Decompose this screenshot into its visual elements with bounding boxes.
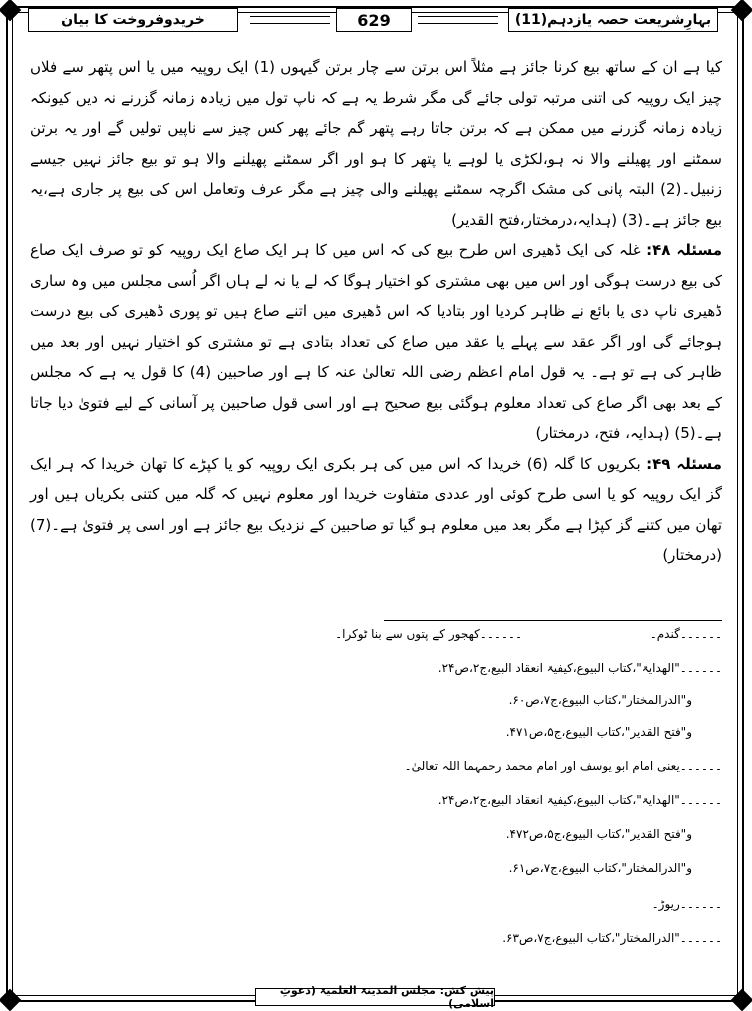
main-text — [30, 52, 722, 571]
masala-49 — [30, 449, 722, 571]
footnote-5: ۔۔۔۔۔۔"الھدایۃ"،کتاب البیوع،کیفیۃ انعقاد البیع،ج۲،ص۲۴. — [437, 793, 722, 807]
footnote-3b: و"الدرالمختار"،کتاب البیوع،ج۷،ص۶۰. — [508, 693, 692, 707]
footnote-6: ۔۔۔۔۔۔ریوڑ۔ — [651, 897, 722, 911]
footnote-1: ۔۔۔۔۔۔گندم۔ — [649, 627, 722, 641]
footnote-3c: و"فتح القدیر"،کتاب البیوع،ج۵،ص۴۷۱. — [505, 725, 692, 739]
masala-49-text: بکریوں کا گلہ (6) خریدا کہ اس میں کی ہر بکری ایک روپیہ کو یا کپڑے کا تھان خریدا کہ ہر ایک گز ایک روپیہ کو یا اسی طرح کوئی اور عددی متفاوت خریدا اور معلوم نہیں کہ گلہ میں کتنی بکریاں ہیں اور تھان میں کتنے گز کپڑا ہے مگر بعد میں معلوم ہو گیا تو صاحبین کے نزدیک بیع جائز ہے اور اسی پر فتویٰ ہے۔(7) (درمختار) — [30, 454, 722, 564]
footnote-2: ۔۔۔۔۔۔کھجور کے پتوں سے بنا ٹوکرا۔ — [335, 627, 522, 641]
masala-48 — [30, 235, 722, 449]
footer-publisher: پیش کش: مجلس المدینۃ العلمیۃ (دعوتِ اسلامی) — [255, 988, 495, 1006]
book-title: بہارِشریعت حصہ یازدہم(11) — [508, 8, 718, 32]
masala-48-label: مسئلہ ۴۸: — [646, 241, 722, 259]
header-decoration-left — [250, 16, 330, 24]
footnote-5c: و"الدرالمختار"،کتاب البیوع،ج۷،ص۶۱. — [508, 861, 692, 875]
footnote-separator — [384, 620, 722, 621]
masala-49-label: مسئلہ ۴۹: — [646, 454, 722, 473]
footnote-4: ۔۔۔۔۔۔یعنی امام ابو یوسف اور امام محمد رحمہما اللہ تعالیٰ۔ — [404, 759, 722, 773]
page-number: 629 — [336, 8, 412, 32]
footnote-5b: و"فتح القدیر"،کتاب البیوع،ج۵،ص۴۷۲. — [505, 827, 692, 841]
header-decoration-right — [418, 16, 498, 24]
footnote-3: ۔۔۔۔۔۔"الھدایۃ"،کتاب البیوع،کیفیۃ انعقاد البیع،ج۲،ص۲۴. — [437, 661, 722, 675]
paragraph-1: کیا ہے ان کے ساتھ بیع کرنا جائز ہے مثلاً اس برتن سے چار برتن گیہوں (1) ایک روپیہ میں یا اس پتھر سے فلاں چیز ایک روپیہ کی اتنی مرتبہ تولی جائے گی مگر شرط یہ ہے کہ ناپ تول میں زیادہ زمانہ گزرنے نہ دیں کیونکہ زیادہ زمانہ گزرنے میں ممکن ہے کہ برتن جاتا رہے پتھر گم جائے پھر کس چیز سے ناپیں تولیں گے اور یہ برتن سمٹنے اور پھیلنے والا نہ ہو،لکڑی یا لوہے یا پتھر کا ہو اور اگر سمٹنے پھیلنے والا ہو تو بیع جائز نہیں جیسے زنبیل۔(2) البتہ پانی کی مشک اگرچہ سمٹنے پھیلنے والی چیز ہے مگر عرف وتعامل اس کی بیع پر جاری ہے،یہ بیع جائز ہے۔(3) (ہدایہ،درمختار،فتح القدیر) — [30, 58, 722, 229]
masala-48-text: غلہ کی ایک ڈھیری اس طرح بیع کی کہ اس میں کا ہر ایک صاع ایک روپیہ کو تو صرف ایک صاع کی بیع درست ہوگی اور اس میں بھی مشتری کو اختیار ہوگا کہ لے یا نہ لے ہاں اگر اُسی مجلس میں وہ ساری ڈھیری ناپ دی یا بائع نے ظاہر کردیا اور بتادیا کہ اس ڈھیری میں اتنے صاع ہیں تو پوری ڈھیری کی بیع درست ہوجائے گی اور اگر عقد سے پہلے یا عقد میں صاع کی تعداد بتادی ہے تو مشتری کو اختیار نہیں اور بعد میں ظاہر کی ہے تو ہے۔ یہ قول امام اعظم رضی اللہ تعالیٰ عنہ کا ہے اور صاحبین (4) کا قول یہ ہے کہ مجلس کے بعد بھی اگر صاع کی تعداد معلوم ہوگئی بیع صحیح ہے اور اسی قول صاحبین پر آسانی کے لیے فتویٰ دیا جاتا ہے۔(5) (ہدایہ، فتح، درمختار) — [30, 241, 722, 442]
chapter-title: خریدوفروخت کا بیان — [28, 8, 238, 32]
footnote-7: ۔۔۔۔۔۔"الدرالمختار"،کتاب البیوع،ج۷،ص۶۳. — [502, 931, 722, 945]
